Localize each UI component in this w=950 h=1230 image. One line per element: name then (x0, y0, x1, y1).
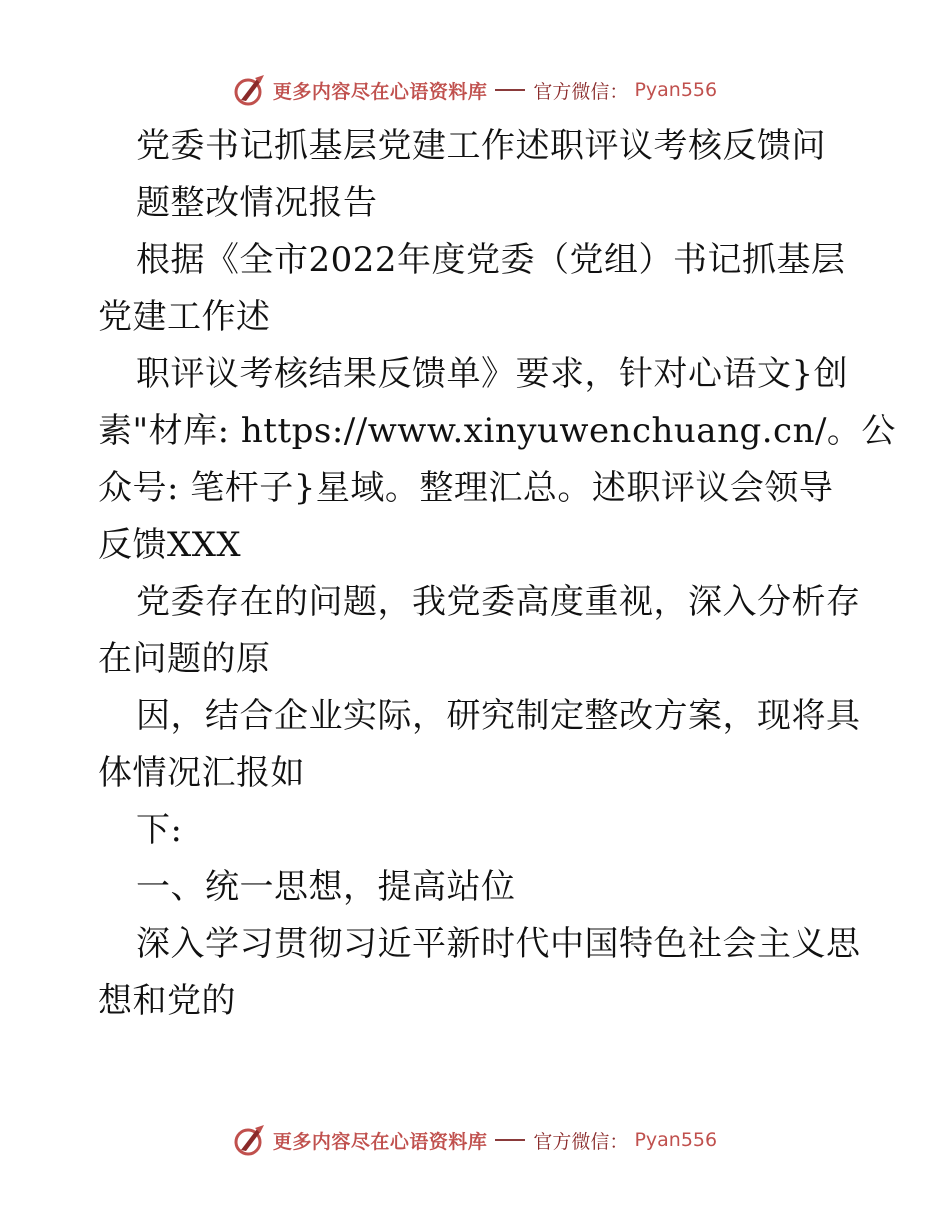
footer-watermark (0, 1120, 950, 1160)
text-line: 职评议考核结果反馈单》要求，针对心语文}创 (136, 354, 849, 394)
watermark-dash (495, 89, 525, 91)
text-line: 下: (136, 810, 183, 850)
watermark-brand: 更多内容尽在心语资料库 (272, 1130, 488, 1153)
text-line: 因，结合企业实际，研究制定整改方案，现将具 (136, 696, 861, 736)
text-line: 体情况汇报如 (98, 753, 305, 793)
text-line: 在问题的原 (98, 639, 271, 679)
watermark-wechat-label: 官方微信： (533, 1130, 629, 1153)
text-line: 党建工作述 (98, 297, 271, 337)
text-line: 一、统一思想，提高站位 (136, 867, 516, 907)
watermark-wechat-id: Pyan556 (634, 1129, 718, 1151)
header-watermark (0, 70, 950, 110)
text-line: 题整改情况报告 (136, 183, 378, 223)
quill-logo-icon (233, 1123, 267, 1157)
quill-logo-icon (233, 73, 267, 107)
document-body (98, 118, 896, 1030)
watermark-brand: 更多内容尽在心语资料库 (272, 80, 488, 103)
text-line: 众号: 笔杆子}星域。整理汇总。述职评议会领导 (98, 468, 834, 508)
watermark-dash (495, 1139, 525, 1141)
text-line: 深入学习贯彻习近平新时代中国特色社会主义思 (136, 924, 861, 964)
text-line: 想和党的 (98, 981, 236, 1021)
text-line: 党委存在的问题，我党委高度重视，深入分析存 (136, 582, 861, 622)
watermark-wechat-id: Pyan556 (634, 79, 718, 101)
text-line: 党委书记抓基层党建工作述职评议考核反馈问 (136, 126, 826, 166)
text-line: 素"材库: https://www.xinyuwenchuang.cn/。公 (98, 411, 896, 451)
text-line: 反馈XXX (98, 525, 242, 565)
text-line: 根据《全市2022年度党委（党组）书记抓基层 (136, 240, 846, 280)
watermark-wechat-label: 官方微信： (533, 80, 629, 103)
